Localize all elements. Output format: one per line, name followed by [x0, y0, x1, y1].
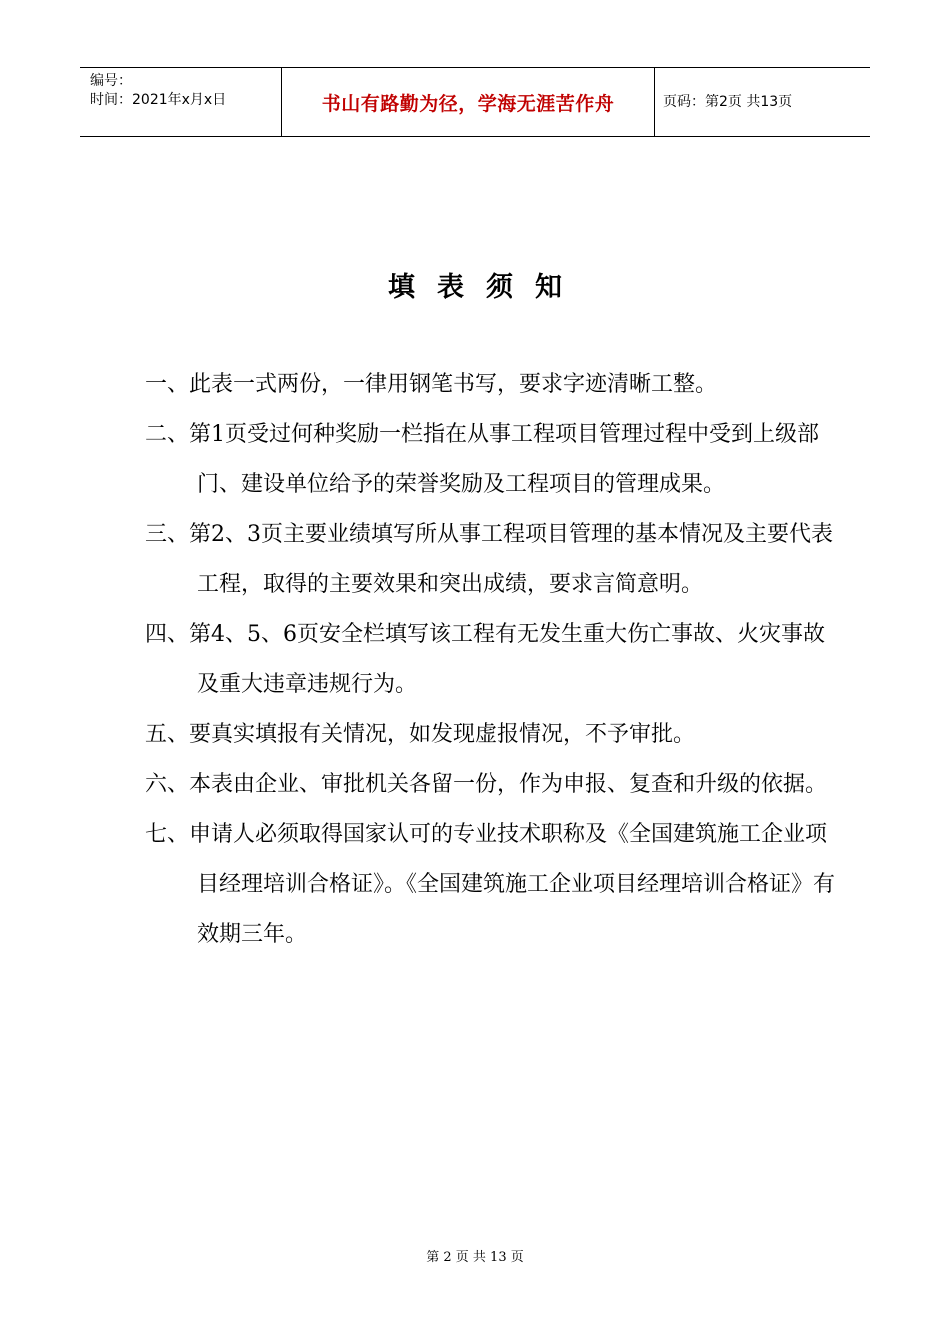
- motto: 书山有路勤为径，学海无涯苦作舟: [321, 92, 615, 115]
- page-title: 填表须知: [388, 272, 584, 303]
- header-meta: [80, 68, 282, 136]
- header-motto-cell: [282, 68, 655, 136]
- header-page-cell: [655, 68, 870, 136]
- header-table: [80, 67, 870, 137]
- note-item: 二、第1页受过何种奖励一栏指在从事工程项目管理过程中受到上级部门、建设单位给予的荣誉奖励及工程项目的管理成果。: [145, 422, 819, 497]
- notes-list: [145, 360, 845, 960]
- note-item: 六、本表由企业、审批机关各留一份，作为申报、复查和升级的依据。: [145, 772, 828, 797]
- page-info: 页码：第2页 共13页: [663, 93, 793, 110]
- note-item: 四、第4、5、6页安全栏填写该工程有无发生重大伤亡事故、火灾事故及重大违章违规行为。: [145, 622, 825, 697]
- time-label: 时间：2021年x月x日: [90, 92, 227, 108]
- note-item: 一、此表一式两份，一律用钢笔书写，要求字迹清晰工整。: [145, 372, 718, 397]
- page-footer: 第 2 页 共 13 页: [426, 1250, 524, 1265]
- number-label: 编号：: [90, 73, 132, 89]
- note-item: 三、第2、3页主要业绩填写所从事工程项目管理的基本情况及主要代表工程，取得的主要效果和突出成绩，要求言简意明。: [145, 522, 833, 597]
- note-item: 五、要真实填报有关情况，如发现虚报情况，不予审批。: [145, 722, 696, 747]
- note-item: 七、申请人必须取得国家认可的专业技术职称及《全国建筑施工企业项目经理培训合格证》。《全国建筑施工企业项目经理培训合格证》有效期三年。: [145, 822, 836, 947]
